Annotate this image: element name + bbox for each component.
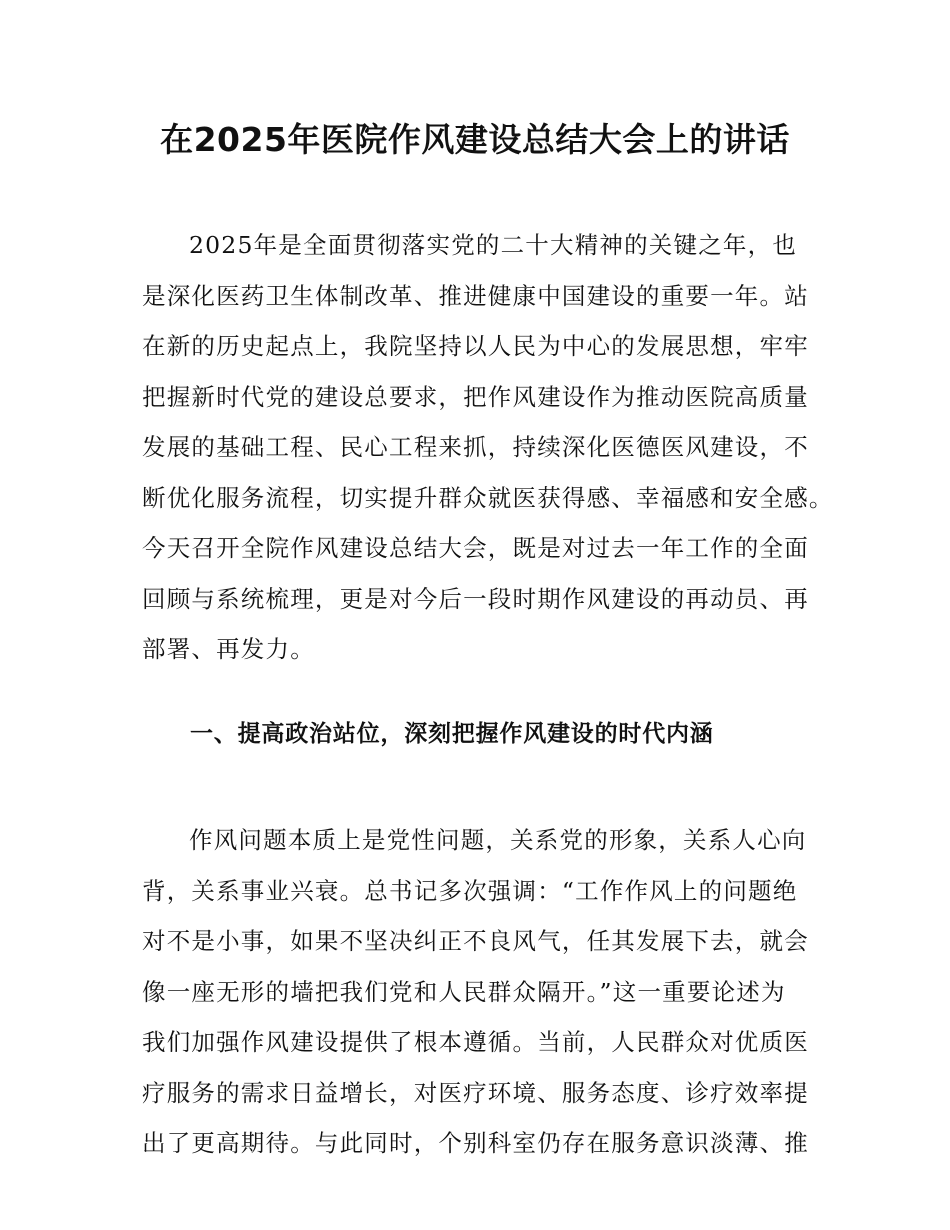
- paragraph-line: 部署、再发力。: [142, 635, 315, 663]
- section-paragraph: [142, 815, 822, 1169]
- paragraph-line: 出了更高期待。与此同时，个别科室仍存在服务意识淡薄、推: [142, 1129, 809, 1157]
- paragraph-line: 像一座无形的墙把我们党和人民群众隔开。”这一重要论述为: [142, 977, 786, 1006]
- paragraph-line: 作风问题本质上是党性问题，关系党的形象，关系人心向: [189, 826, 807, 854]
- paragraph-line: 回顾与系统梳理，更是对今后一段时期作风建设的再动员、再: [142, 584, 809, 613]
- paragraph-line: 发展的基础工程、民心工程来抓，持续深化医德医风建设，不: [142, 433, 809, 461]
- paragraph-line: 疗服务的需求日益增长，对医疗环境、服务态度、诊疗效率提: [142, 1078, 809, 1107]
- paragraph-line: 我们加强作风建设提供了根本遵循。当前，人民群众对优质医: [142, 1028, 809, 1056]
- document-title: 在2025年医院作风建设总结大会上的讲话: [160, 120, 790, 159]
- paragraph-line: 把握新时代党的建设总要求，把作风建设作为推动医院高质量: [142, 382, 809, 411]
- paragraph-line: 在新的历史起点上，我院坚持以人民为中心的发展思想，牢牢: [142, 332, 809, 360]
- paragraph-line: 对不是小事，如果不坚决纠正不良风气，任其发展下去，就会: [142, 927, 809, 955]
- paragraph-line: 2025年是全面贯彻落实党的二十大精神的关键之年，也: [189, 231, 798, 259]
- paragraph-line: 今天召开全院作风建设总结大会，既是对过去一年工作的全面: [142, 534, 809, 562]
- paragraph-line: 背，关系事业兴衰。总书记多次强调：“工作作风上的问题绝: [142, 876, 798, 905]
- paragraph-line: 断优化服务流程，切实提升群众就医获得感、幸福感和安全感。: [142, 483, 834, 512]
- paragraph-line: 是深化医药卫生体制改革、推进健康中国建设的重要一年。站: [142, 281, 809, 310]
- section-heading: 一、提高政治站位，深刻把握作风建设的时代内涵: [190, 721, 714, 747]
- intro-paragraph: [142, 220, 834, 675]
